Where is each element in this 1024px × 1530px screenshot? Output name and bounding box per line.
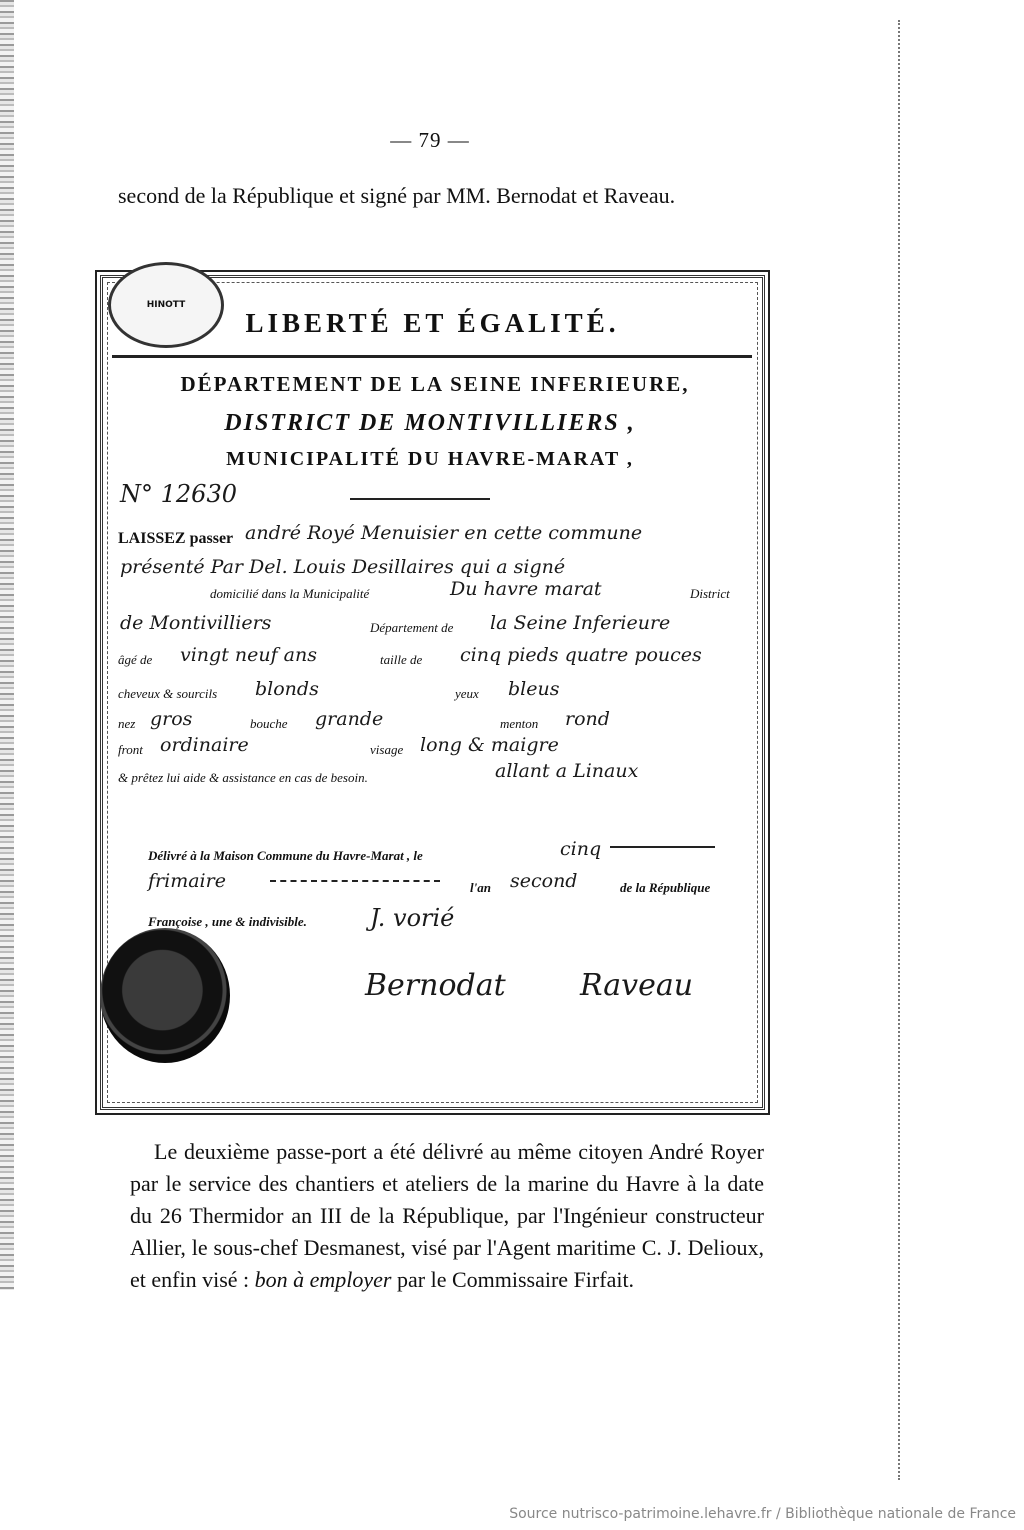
heading-rule [112, 355, 752, 358]
age-label: âgé de [118, 652, 153, 667]
yeux-hand: bleus [508, 678, 560, 700]
front-label: front [118, 742, 143, 757]
republique-label: de la République [620, 880, 711, 895]
delivre-label: Délivré à la Maison Commune du Havre-Marat , le [148, 848, 423, 863]
pretez-label: & prêtez lui aide & assistance en cas de besoin. [118, 770, 368, 785]
stamp-seal-text: HINOTT [146, 300, 186, 310]
nez-label: nez [118, 716, 136, 731]
menton-label: menton [500, 716, 539, 731]
caption-text: Le deuxième passe-port a été délivré au même citoyen André Royer par le service des chantiers et ateliers de la marine du Havre à la date du 26 Thermidor an III de la République, par l'Ingénieur constructeur Allier, le sous-chef Desmanest, visé par l'Agent maritime C. J. Delioux, et enfin visé : [130, 1139, 764, 1292]
presente-hand: présenté Par Del. Louis Desillaires qui a signé [120, 556, 566, 578]
cheveux-label: cheveux & sourcils [118, 686, 218, 701]
age-hand: vingt neuf ans [180, 644, 317, 666]
bouche-label: bouche [250, 716, 288, 731]
pretez-hand: allant a Linaux [495, 760, 639, 782]
domicilie-label: domicilié dans la Municipalité [210, 586, 370, 601]
departement-hand: la Seine Inferieure [490, 612, 671, 634]
source-credit: Source nutrisco-patrimoine.lehavre.fr / Bibliothèque nationale de France [509, 1506, 1016, 1522]
departement-label: Département de [370, 620, 454, 635]
visage-label: visage [370, 742, 404, 757]
visage-hand: long & maigre [420, 734, 559, 756]
caption-text-end: par le Commissaire Firfait. [391, 1267, 635, 1292]
caption-paragraph [130, 1136, 764, 1296]
taille-hand: cinq pieds quatre pouces [460, 644, 702, 666]
page-number: — 79 — [390, 128, 470, 152]
signature-raveau: Raveau [580, 968, 694, 1003]
intro-line: second de la République et signé par MM. Bernodat et Raveau. [118, 183, 676, 208]
signature-bernodat: Bernodat [365, 968, 506, 1003]
domicilie-hand: Du havre marat [450, 578, 602, 600]
menton-hand: rond [565, 708, 610, 730]
signature-hand: J. vorié [370, 904, 455, 932]
delivre-hand: cinq [560, 838, 602, 860]
wax-seal-icon [100, 928, 230, 1063]
an-hand: second [510, 870, 578, 892]
number-rule [350, 498, 490, 500]
district-hand: de Montivilliers [120, 612, 272, 634]
date-rule [610, 846, 715, 848]
passport-number: N° 12630 [120, 480, 237, 508]
passport-district: DISTRICT DE MONTIVILLIERS , [224, 410, 636, 436]
front-hand: ordinaire [160, 734, 249, 756]
page-edge-left [0, 0, 14, 1290]
nez-hand: gros [150, 708, 193, 730]
an-label: l'an [470, 880, 491, 895]
yeux-label: yeux [455, 686, 479, 701]
cheveux-hand: blonds [255, 678, 319, 700]
passport-heading: LIBERTÉ ET ÉGALITÉ. [245, 308, 620, 338]
month-rule [270, 880, 440, 882]
laissez-hand: andré Royé Menuisier en cette commune [245, 522, 643, 544]
francoise-label: Françoise , une & indivisible. [148, 914, 307, 929]
laissez-label: LAISSEZ passer [118, 530, 234, 547]
page-edge-right [898, 20, 920, 1480]
passport-municipalite: MUNICIPALITÉ DU HAVRE-MARAT , [226, 448, 634, 470]
district-label: District [690, 586, 730, 601]
passport-departement: DÉPARTEMENT DE LA SEINE INFERIEURE, [180, 372, 690, 396]
taille-label: taille de [380, 652, 423, 667]
caption-italic: bon à employer [254, 1267, 392, 1292]
bouche-hand: grande [315, 708, 384, 730]
month-hand: frimaire [148, 870, 226, 892]
